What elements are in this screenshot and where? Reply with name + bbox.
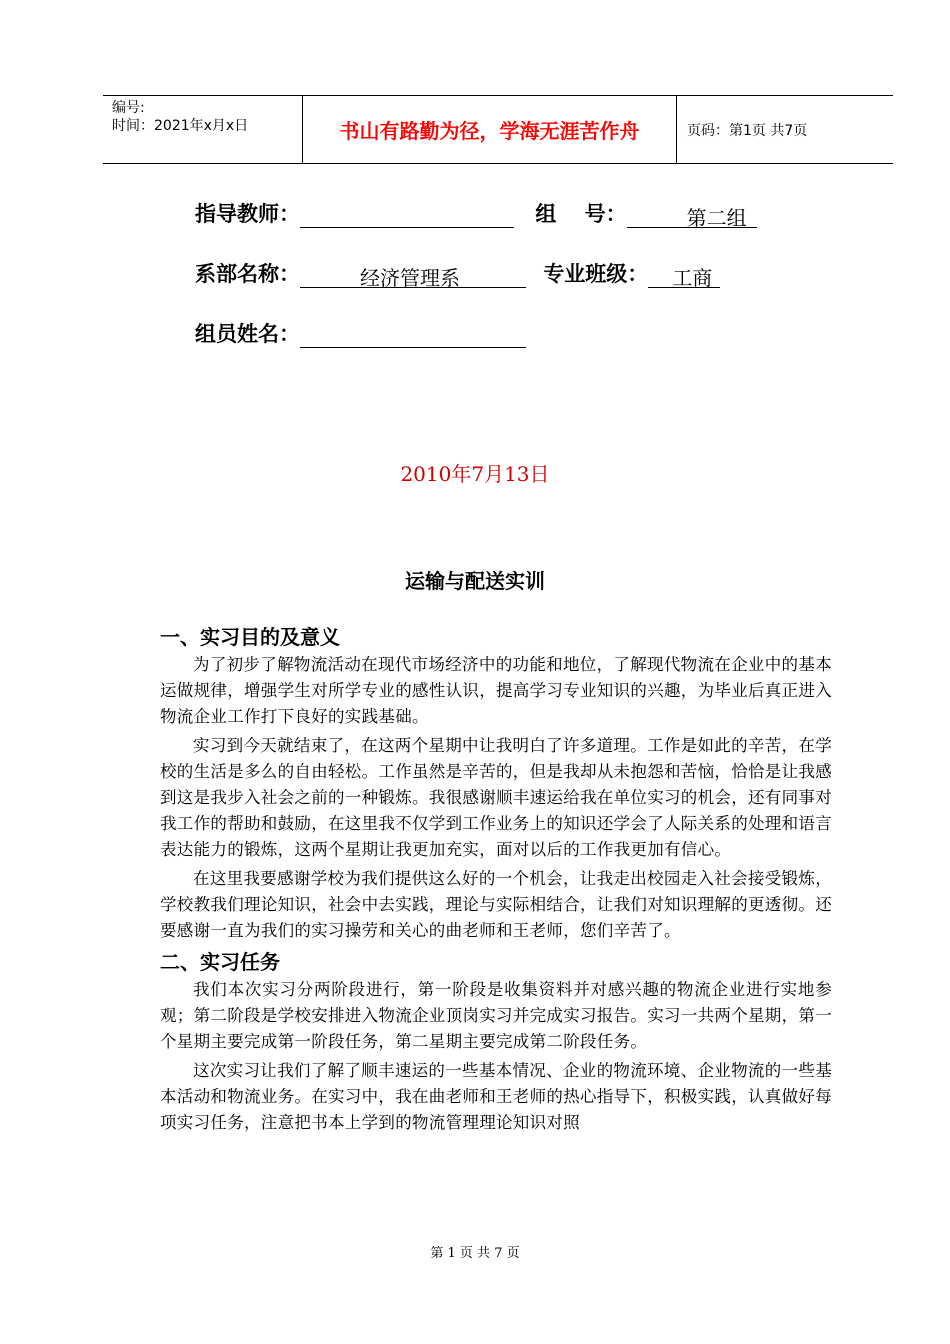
department-row [195, 258, 720, 290]
group-label: 组 号： [535, 202, 627, 226]
department-label: 系部名称： [195, 262, 300, 286]
paragraph: 实习到今天就结束了，在这两个星期中让我明白了许多道理。工作是如此的辛苦，在学校的生活是多么的自由轻松。工作虽然是辛苦的，但是我却从未抱怨和苦恼，恰恰是让我感到这是我步入社会之前的一种锻炼。我很感谢顺丰速运给我在单位实习的机会，还有同事对我工作的帮助和鼓励，在这里我不仅学到工作业务上的知识还学会了人际关系的处理和语言表达能力的锻炼，这两个星期让我更加充实，面对以后的工作我更加有信心。 [160, 736, 832, 859]
class-label: 专业班级： [543, 262, 649, 286]
header-meta [103, 96, 303, 163]
number-label: 编号: [112, 100, 145, 116]
section-heading: 一、实习目的及意义 [160, 625, 340, 649]
advisor-value [300, 202, 514, 228]
paragraph: 我们本次实习分两阶段进行，第一阶段是收集资料并对感兴趣的物流企业进行实地参观；第二阶段是学校安排进入物流企业顶岗实习并完成实习报告。实习一共两个星期，第一个星期主要完成第一阶段任务，第二星期主要完成第二阶段任务。 [160, 980, 832, 1051]
header-motto: 书山有路勤为径，学海无涯苦作舟 [303, 96, 677, 163]
document-title: 运输与配送实训 [405, 569, 545, 593]
advisor-row [195, 198, 757, 230]
document-body [160, 622, 832, 1139]
header-page-label: 页码：第1页 共7页 [687, 122, 808, 139]
paragraph: 在这里我要感谢学校为我们提供这么好的一个机会，让我走出校园走入社会接受锻炼，学校教我们理论知识，社会中去实践，理论与实际相结合，让我们对知识理解的更透彻。还要感谢一直为我们的实习操劳和关心的曲老师和王老师，您们辛苦了。 [160, 869, 832, 940]
department-value: 经济管理系 [300, 262, 526, 288]
paragraph: 这次实习让我们了解了顺丰速运的一些基本情况、企业的物流环境、企业物流的一些基本活动和物流业务。在实习中，我在曲老师和王老师的热心指导下，积极实践，认真做好每项实习任务，注意把书本上学到的物流管理理论知识对照 [160, 1061, 832, 1132]
members-row [195, 318, 526, 350]
page-footer: 第 1 页 共 7 页 [430, 1246, 520, 1261]
time-label: 时间：2021年x月x日 [112, 118, 249, 134]
members-value [300, 322, 526, 348]
advisor-label: 指导教师： [195, 202, 300, 226]
report-date: 2010年7月13日 [400, 462, 550, 486]
class-value: 工商 [648, 262, 720, 288]
page-header [103, 95, 893, 164]
members-label: 组员姓名： [195, 322, 300, 346]
section-heading: 二、实习任务 [160, 950, 280, 974]
paragraph: 为了初步了解物流活动在现代市场经济中的功能和地位，了解现代物流在企业中的基本运做规律，增强学生对所学专业的感性认识，提高学习专业知识的兴趣，为毕业后真正进入物流企业工作打下良好的实践基础。 [160, 655, 832, 726]
group-value: 第二组 [627, 202, 757, 228]
